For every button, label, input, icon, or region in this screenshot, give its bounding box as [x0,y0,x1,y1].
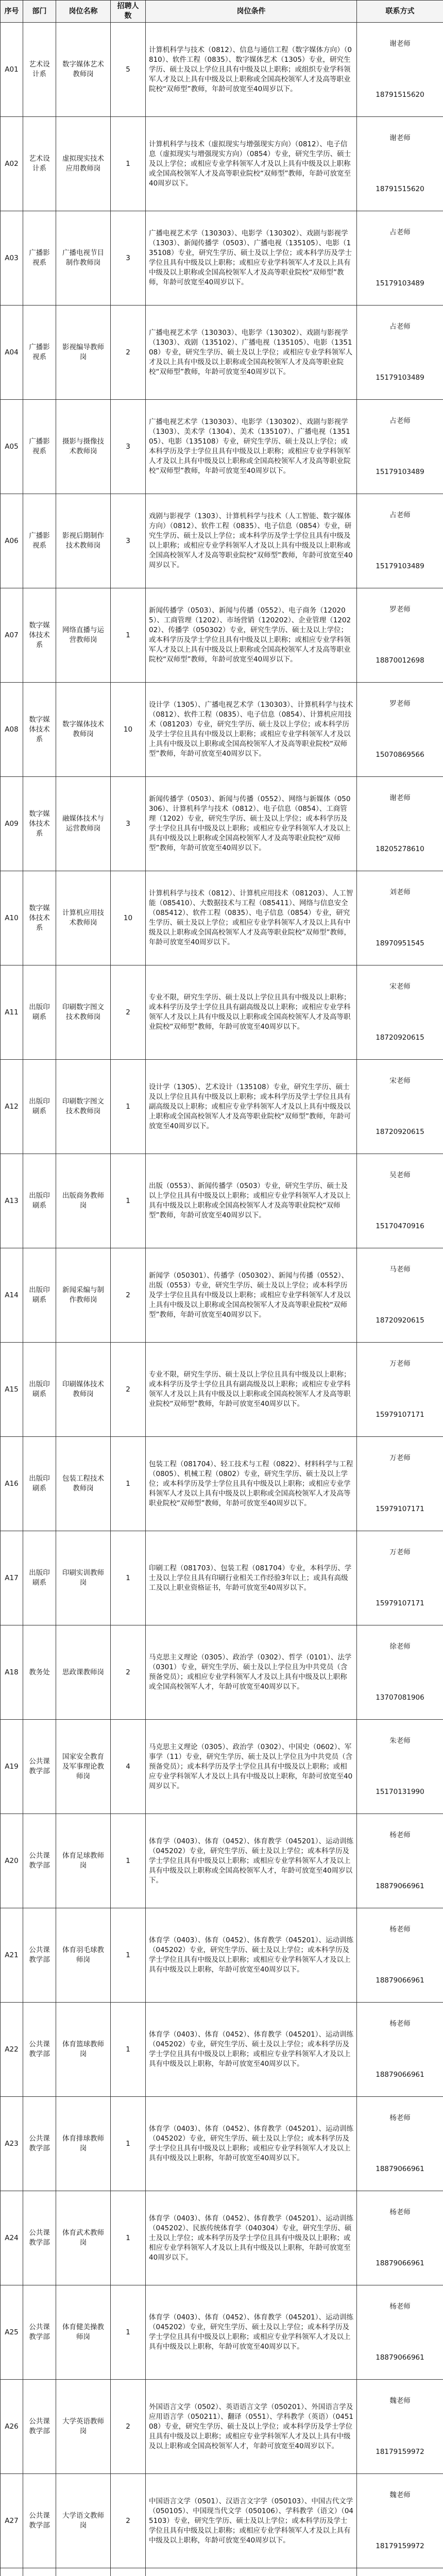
contact-name: 杨老师 [389,2114,411,2122]
row-department: 数字媒体技术系 [23,777,56,871]
row-count: 3 [111,494,146,588]
row-position: 体育健美操教师岗 [56,2285,111,2380]
row-position: 国家安全教育及军事理论教师岗 [56,1720,111,1814]
row-conditions: 专业不限，研究生学历、硕士及以上学位且具有中级及以上职称；或本科学历及学士学位且具有副高级及以上职称；或相应专业学科领军人才及以上具有中级及以上职称或全国高校领军人才及高等职业院校“双师型”教师，年龄可放宽至40周岁以下。 [146,1343,357,1437]
header-department: 部门 [23,1,56,23]
header-conditions: 岗位条件 [146,1,357,23]
table-row [1,777,443,871]
contact-name: 占老师 [389,228,411,236]
row-count: 1 [111,2003,146,2097]
row-serial: A23 [1,2097,23,2191]
contact-phone: 18720920615 [376,1033,424,1042]
row-department: 公共课教学部 [23,2474,56,2568]
contact-phone: 15070869566 [376,751,424,759]
header-serial: 序号 [1,1,23,23]
row-department: 艺术设计系 [23,117,56,211]
row-serial: A15 [1,1343,23,1437]
table-row [1,1248,443,1343]
row-conditions: 中国语言文学（0501）、汉语言文字学（050103）、中国古代文学（050105）、中国现当代文学（050106）、学科教学（语文）（045103）专业，研究生学历、硕士及以上学位；或本科学历及学士学位且具有中级及以上职称；或相应专业学科领军人才及以上具有中级及以上职称，年龄可放宽至40周岁以下。 [146,2474,357,2568]
row-conditions: 设计学（1305）、艺术设计（135108）专业，研究生学历、硕士及以上学位且具有中级及以上职称；或本科学历及学士学位且具有副高级及以上职称；或相应专业学科领军人才及以上具有中级及以上职称或全国高校领军人才及高等职业院校“双师型”教师，年龄可放宽至40周岁以下。 [146,1060,357,1154]
row-department: 广播影视系 [23,400,56,494]
row-conditions: 包装工程（081704）、轻工技术与工程（0822）、材料科学与工程（0805）、机械工程（0802）专业，研究生学历、硕士及以上学位；或本科学历及学士学位且具有中级及以上职称；或相应专业学科领军人才及以上具有中级及以上职称或全国高校领军人才及高等职业院校“双师型”教师，年龄可放宽至40周岁以下。 [146,1437,357,1531]
row-serial: A18 [1,1625,23,1720]
table-row [1,306,443,400]
row-conditions: 体育学（0403）、体育（0452）、体育教学（045201）、运动训练（045202）专业，研究生学历、硕士及以上学位；或本科学历及学士学位且具有中级及以上职称；或相应专业学科领军人才及以上具有中级及以上职称，年龄可放宽至40周岁以下。 [146,1908,357,2003]
contact-phone: 18879066961 [376,2071,424,2079]
row-department [23,2568,56,2576]
row-department: 出版印刷系 [23,1154,56,1248]
row-position: 包装工程技术教师岗 [56,1437,111,1531]
row-position: 思政课教师岗 [56,1625,111,1720]
contact-name: 宋老师 [389,982,411,991]
row-contact [357,1531,443,1625]
contact-phone: 18879066961 [376,1882,424,1890]
row-count: 1 [111,1154,146,1248]
row-position: 印刷实训教师岗 [56,1531,111,1625]
row-serial: A22 [1,2003,23,2097]
row-contact [357,1625,443,1720]
row-contact [357,211,443,306]
contact-name: 杨老师 [389,2020,411,2028]
row-contact [357,683,443,777]
row-conditions: 马克思主义理论（0305）、政治学（0302）、中国史（0602）、军事学（11）专业，研究生学历、硕士及以上学位且为中共党员（含预备党员）；或本科学历及学士学位且具有中级及以上职称；或相应专业学科领军人才及以上具有中级及以上职称，年龄可放宽至40周岁以下。 [146,1720,357,1814]
contact-name: 占老师 [389,323,411,331]
row-department: 公共课教学部 [23,1814,56,1908]
row-contact [357,1908,443,2003]
contact-name: 吴老师 [389,1171,411,1179]
row-position: 摄影与摄像技术教师岗 [56,400,111,494]
table-row [1,1437,443,1531]
contact-name: 万老师 [389,1548,411,1556]
row-position: 大学语文教师岗 [56,2474,111,2568]
row-department: 数字媒体技术系 [23,871,56,965]
row-position: 体育足球教师岗 [56,1814,111,1908]
contact-phone: 18720920615 [376,1316,424,1325]
contact-name: 谢老师 [389,134,411,142]
row-position: 数字媒体艺术教师岗 [56,23,111,117]
row-contact [357,2568,443,2576]
row-serial: A24 [1,2191,23,2285]
table-row [1,1625,443,1720]
row-conditions: 专业不限，研究生学历、硕士及以上学位且具有中级及以上职称；或本科学历及学士学位且具有副高级及以上职称；或相应专业学科领军人才及以上具有中级及以上职称或全国高校领军人才及高等职业院校“双师型”教师，年龄可放宽至40周岁以下。 [146,965,357,1060]
contact-phone: 15170470916 [376,1222,424,1230]
row-department: 广播影视系 [23,211,56,306]
row-position: 体育羽毛球教师岗 [56,1908,111,2003]
row-department: 公共课教学部 [23,2097,56,2191]
row-serial: A13 [1,1154,23,1248]
table-row [1,1720,443,1814]
contact-phone: 15179103489 [376,468,424,476]
row-conditions: 出版（0553）、新闻传播学（0503）专业，研究生学历、硕士及以上学位且具有中级及以上职称；或相应专业学科领军人才及以上具有中级及以上职称或全国高校领军人才及高等职业院校“双师型”教师，年龄可放宽至40周岁以下。 [146,1154,357,1248]
table-row [1,2003,443,2097]
row-position: 体育篮球教师岗 [56,2003,111,2097]
table-row [1,2474,443,2568]
header-count: 招聘人数 [111,1,146,23]
contact-name: 杨老师 [389,2302,411,2311]
row-contact [357,306,443,400]
contact-name: 万老师 [389,1360,411,1368]
row-serial: A01 [1,23,23,117]
row-count: 10 [111,683,146,777]
row-position: 印刷数字图文技术教师岗 [56,1060,111,1154]
row-serial: A04 [1,306,23,400]
row-serial: A19 [1,1720,23,1814]
row-serial: A20 [1,1814,23,1908]
table-row [1,494,443,588]
row-serial: A17 [1,1531,23,1625]
row-position: 融媒体技术与运营教师岗 [56,777,111,871]
row-position: 网络直播与运营教师岗 [56,588,111,683]
table-row [1,2285,443,2380]
row-count: 1 [111,2097,146,2191]
row-department: 出版印刷系 [23,1437,56,1531]
contact-name: 马老师 [389,1265,411,1274]
table-row [1,1814,443,1908]
row-conditions: 新闻学（050301）、传播学（050302）、新闻与传播（0552）、出版（0553）专业，研究生学历、硕士及以上学位；或本科学历及学士学位且具有中级及以上职称；或相应专业学科领军人才及以上具有中级及以上职称或全国高校领军人才及高等职业院校“双师型”教师，年龄可放宽至40周岁以下。 [146,1248,357,1343]
contact-phone: 18791515620 [376,91,424,99]
row-department: 出版印刷系 [23,965,56,1060]
contact-phone: 15179103489 [376,374,424,382]
row-position: 影视后期制作技术教师岗 [56,494,111,588]
row-position: 大学英语教师岗 [56,2380,111,2474]
row-position: 体育排球教师岗 [56,2097,111,2191]
row-contact [357,1154,443,1248]
contact-name: 魏老师 [389,2491,411,2499]
contact-phone: 18879066961 [376,1976,424,1985]
contact-phone: 15179103489 [376,279,424,287]
table-row [1,1154,443,1248]
contact-phone: 18870012698 [376,656,424,665]
table-row [1,2568,443,2576]
row-department: 艺术设计系 [23,23,56,117]
row-count: 2 [111,2380,146,2474]
table-row [1,1343,443,1437]
row-conditions: 体育学（0403）、体育（0452）、体育教学（045201）、运动训练（045202）专业，研究生学历、硕士及以上学位；或本科学历及学士学位且具有中级及以上职称；或相应专业学科领军人才及以上具有中级及以上职称，年龄可放宽至40周岁以下。 [146,2097,357,2191]
contact-name: 朱老师 [389,1737,411,1745]
row-department: 数字媒体技术系 [23,588,56,683]
row-contact [357,1814,443,1908]
row-count: 1 [111,2285,146,2380]
row-count: 4 [111,1720,146,1814]
row-serial: A08 [1,683,23,777]
row-contact [357,1437,443,1531]
row-conditions: 设计学（1305）、广播电视艺术学（130303）、计算机科学与技术（0812）、软件工程（0835）、电子信息（0854）、计算机应用技术（081203）专业，研究生学历、硕士及以上学位；或本科学历及学士学位且具有中级及以上职称；或相应专业学科领军人才及以上具有中级及以上职称或全国高校领军人才及高等职业院校“双师型”教师，年龄可放宽至40周岁以下。 [146,683,357,777]
row-serial: A10 [1,871,23,965]
row-contact [357,2380,443,2474]
row-contact [357,1060,443,1154]
contact-phone: 18879066961 [376,2353,424,2362]
row-contact [357,871,443,965]
row-position: 新闻采编与制作教师岗 [56,1248,111,1343]
row-count: 5 [111,23,146,117]
contact-name: 罗老师 [389,605,411,614]
row-count: 10 [111,871,146,965]
row-conditions: 印刷工程（081703）、包装工程（081704）专业，本科学历、学士及以上学位且具有印刷行业相关工作经验3年以上；或具有高级工及以上职业资格证书，年龄可放宽至40周岁以下。 [146,1531,357,1625]
row-count [111,2568,146,2576]
row-serial: A09 [1,777,23,871]
row-count: 1 [111,1060,146,1154]
row-count: 2 [111,2474,146,2568]
row-department: 公共课教学部 [23,2380,56,2474]
table-row [1,588,443,683]
row-serial: A02 [1,117,23,211]
header-position: 岗位名称 [56,1,111,23]
table-row [1,2380,443,2474]
row-count: 2 [111,965,146,1060]
row-count: 1 [111,1908,146,2003]
row-contact [357,1343,443,1437]
table-row [1,117,443,211]
row-conditions [146,2568,357,2576]
row-count: 1 [111,588,146,683]
row-serial [1,2568,23,2576]
row-count: 1 [111,117,146,211]
row-conditions: 体育学（0403）、体育（0452）、体育教学（045201）、运动训练（045202）专业，研究生学历、硕士及以上学位；或本科学历及学士学位且具有中级及以上职称；或相应专业学科领军人才及以上具有中级及以上职称，年龄可放宽至40周岁以下。 [146,2285,357,2380]
contact-name: 谢老师 [389,40,411,48]
table-header-row [1,1,443,23]
table-row [1,871,443,965]
row-conditions: 广播电视艺术学（130303）、电影学（130302）、戏剧与影视学（1303）、戏剧（135102）、广播电视（135105）、电影（135108）专业，研究生学历、硕士及以上学位；或相应专业学科领军人才及以上具有中级及以上职称或全国高校领军人才及高等职业院校“双师型”教师，年龄可放宽至40周岁以下。 [146,306,357,400]
row-position: 体育武术教师岗 [56,2191,111,2285]
row-contact [357,588,443,683]
row-contact [357,777,443,871]
row-contact [357,494,443,588]
row-conditions: 外国语言文学（0502）、英语语言文学（050201）、外国语言学及应用语言学（050211）、翻译（0551）、学科教学（英语）（045108）专业，研究生学历、硕士及以上学位；或本科学历及学士学位且具有中级及以上职称；或相应专业学科领军人才及以上具有中级及以上职称或全国高校领军人才，年龄可放宽至40周岁以下。 [146,2380,357,2474]
table-row [1,1060,443,1154]
table-row [1,965,443,1060]
row-serial: A14 [1,1248,23,1343]
row-serial: A06 [1,494,23,588]
row-serial: A25 [1,2285,23,2380]
row-count: 1 [111,2191,146,2285]
row-count: 1 [111,1437,146,1531]
contact-phone: 18879066961 [376,2165,424,2173]
row-department: 公共课教学部 [23,2191,56,2285]
row-serial: A16 [1,1437,23,1531]
row-position: 虚拟现实技术应用教师岗 [56,117,111,211]
contact-phone: 18879066961 [376,2259,424,2267]
table-row [1,1908,443,2003]
contact-phone: 18179159972 [376,2448,424,2456]
row-conditions: 戏剧与影视学（1303）、计算机科学与技术（人工智能、数字媒体方向）（0812）、软件工程（0835）、电子信息（0854）专业，研究生学历、硕士及以上学位；或本科学历及学士学位且具有中级及以上职称；或相应专业学科领军人才及以上具有中级及以上职称或全国高校领军人才及高等职业院校“双师型”教师，年龄可放宽至40周岁以下。 [146,494,357,588]
row-conditions: 新闻传播学（0503）、新闻与传播（0552）、网络与新媒体（050306）、计算机科学与技术（0812）、电子信息（0854）、工商管理（1202）专业，研究生学历、硕士及以上学位；或本科学历及学士学位且具有中级及以上职称；或相应专业学科领军人才及以上具有中级及以上职称或全国高校领军人才及高等职业院校“双师型”教师，年龄可放宽至40周岁以下。 [146,777,357,871]
row-serial: A26 [1,2380,23,2474]
row-department: 数字媒体技术系 [23,683,56,777]
contact-name: 刘老师 [389,888,411,896]
header-contact: 联系方式 [357,1,443,23]
contact-phone: 15979107171 [376,1599,424,1607]
contact-phone: 18205278610 [376,845,424,853]
row-conditions: 广播电视艺术学（130303）、电影学（130302）、戏剧与影视学（1303）、美术学（1304）、美术（135107）、广播电视（135105）、电影（135108）专业，研究生学历、硕士及以上学位；或本科学历及学士学位且具有中级及以上职称；或相应专业学科领军人才及以上具有中级及以上职称或全国高校领军人才及高等职业院校“双师型”教师，年龄可放宽至40周岁以下。 [146,400,357,494]
row-contact [357,965,443,1060]
contact-name: 徐老师 [389,1642,411,1651]
row-count: 2 [111,1343,146,1437]
row-contact [357,23,443,117]
row-count: 2 [111,1625,146,1720]
row-position: 广播电视节目制作教师岗 [56,211,111,306]
table-row [1,211,443,306]
contact-name: 罗老师 [389,700,411,708]
row-department: 出版印刷系 [23,1060,56,1154]
row-department: 公共课教学部 [23,2285,56,2380]
contact-name: 杨老师 [389,1925,411,1934]
contact-phone: 15979107171 [376,1505,424,1513]
row-conditions: 体育学（0403）、体育（0452）、体育教学（045201）、运动训练（045202）、民族传统体育学（040304）专业，研究生学历、硕士及以上学位；或本科学历及学士学位且具有中级及以上职称；或相应专业学科领军人才及以上具有中级及以上职称，年龄可放宽至40周岁以下。 [146,2191,357,2285]
row-count: 3 [111,400,146,494]
row-count: 3 [111,777,146,871]
row-conditions: 计算机科学与技术（0812）、信息与通信工程（数字媒体方向）（0810）、软件工程（0835）、数字媒体艺术（1305）专业，研究生学历、硕士及以上学位且具有中级及以上职称；或组织专业学科领军人才及以上具有中级及以上职称或全国高校领军人才及高等职业院校“双师型”教师，年龄可放宽至40周岁以下。 [146,23,357,117]
table-row [1,2097,443,2191]
row-department: 公共课教学部 [23,1908,56,2003]
row-conditions: 新闻传播学（0503）、新闻与传播（0552）、电子商务（120205）、工商管理（1202）、市场营销（120202）、企业管理（120202）、传播学（050302）专业，研究生学历、硕士及以上学位；或本科学历及学士学位且具有中级及以上职称；或相应专业学科领军人才及以上具有中级及以上职称或全国高校领军人才及高等职业院校“双师型”教师，年龄可放宽至40周岁以下。 [146,588,357,683]
contact-phone: 15170131990 [376,1788,424,1796]
row-position: 出版商务教师岗 [56,1154,111,1248]
row-count: 1 [111,1814,146,1908]
contact-name: 万老师 [389,1454,411,1462]
row-conditions: 计算机科学与技术（虚拟现实与增强现实方向）（0812）、电子信息（虚拟现实与增强现实方向）（0854）专业，研究生学历、硕士及以上学位；或相应专业学科领军人才及以上具有中级及以上职称或全国高校领军人才及高等职业院校“双师型”教师，年龄可放宽至40周岁以下。 [146,117,357,211]
row-contact [357,2285,443,2380]
contact-phone: 18720920615 [376,1128,424,1136]
row-count: 3 [111,211,146,306]
row-serial: A12 [1,1060,23,1154]
row-conditions: 体育学（0403）、体育（0452）、体育教学（045201）、运动训练（045202）专业，研究生学历、硕士及以上学位；或本科学历及学士学位且具有中级及以上职称；或相应专业学科领军人才及以上具有中级及以上职称或全国高校领军人才，年龄可放宽至40周岁以下。 [146,1814,357,1908]
row-contact [357,2003,443,2097]
contact-phone: 18791515620 [376,185,424,193]
row-department: 出版印刷系 [23,1343,56,1437]
row-contact [357,117,443,211]
row-contact [357,400,443,494]
row-conditions: 广播电视艺术学（130303）、电影学（130302）、戏剧与影视学（1303）、新闻传播学（0503）、广播电视（135105）、电影（135108）专业，研究生学历、硕士及以上学位；或本科学历及学士学位且具有中级及以上职称；或相应专业学科领军人才及以上具有中级及以上职称或全国高校领军人才及高等职业院校“双师型”教师，年龄可放宽至40周岁以下。 [146,211,357,306]
row-count: 2 [111,1248,146,1343]
contact-name: 宋老师 [389,1077,411,1085]
row-department: 教务处 [23,1625,56,1720]
row-contact [357,2097,443,2191]
row-serial: A27 [1,2474,23,2568]
table-row [1,2191,443,2285]
row-position: 印刷数字图文技术教师岗 [56,965,111,1060]
row-position [56,2568,111,2576]
table-row [1,683,443,777]
row-serial: A05 [1,400,23,494]
row-contact [357,2191,443,2285]
row-position: 数字媒体技术教师岗 [56,683,111,777]
row-department: 公共课教学部 [23,2003,56,2097]
row-count: 2 [111,306,146,400]
row-department: 公共课教学部 [23,1720,56,1814]
row-serial: A07 [1,588,23,683]
contact-phone: 18970951545 [376,939,424,947]
row-serial: A11 [1,965,23,1060]
table-row [1,1531,443,1625]
row-count: 1 [111,1531,146,1625]
row-conditions: 马克思主义理论（0305）、政治学（0302）、哲学（0101）、法学（0301）专业，研究生学历、硕士及以上学位且为中共党员（含预备党员）；或相应专业学科领军人才及以上具有中级及以上职称或全国高校领军人才，年龄可放宽至40周岁以下。 [146,1625,357,1720]
row-position: 影视编导教师岗 [56,306,111,400]
contact-name: 魏老师 [389,2397,411,2405]
contact-name: 杨老师 [389,1831,411,1839]
table-row [1,23,443,117]
row-contact [357,1248,443,1343]
contact-name: 占老师 [389,417,411,425]
row-department: 出版印刷系 [23,1248,56,1343]
contact-name: 谢老师 [389,794,411,802]
table-row [1,400,443,494]
row-conditions: 计算机科学与技术（0812）、计算机应用技术（081203）、人工智能（085410）、大数据技术与工程（085411）、网络与信息安全（085412）、软件工程（0835）、电子信息（0854）专业，研究生学历、硕士及以上学位；或相应专业学科领军人才及以上具有中级及以上职称或全国高校领军人才及高等职业院校“双师型”教师，年龄可放宽至40周岁以下。 [146,871,357,965]
row-position: 印刷媒体技术教师岗 [56,1343,111,1437]
row-position: 计算机应用技术教师岗 [56,871,111,965]
contact-phone: 18179159972 [376,2542,424,2550]
row-serial: A21 [1,1908,23,2003]
row-contact [357,1720,443,1814]
contact-phone: 13707081906 [376,1693,424,1702]
row-department: 广播影视系 [23,494,56,588]
row-department: 出版印刷系 [23,1531,56,1625]
contact-phone: 15979107171 [376,1411,424,1419]
row-contact [357,2474,443,2568]
row-department: 广播影视系 [23,306,56,400]
contact-name: 占老师 [389,511,411,519]
row-serial: A03 [1,211,23,306]
row-conditions: 体育学（0403）、体育（0452）、体育教学（045201）、运动训练（045202）专业，研究生学历、硕士及以上学位；或本科学历及学士学位且具有中级及以上职称；或相应专业学科领军人才及以上具有中级及以上职称，年龄可放宽至40周岁以下。 [146,2003,357,2097]
contact-phone: 15179103489 [376,562,424,570]
contact-name: 杨老师 [389,2208,411,2216]
